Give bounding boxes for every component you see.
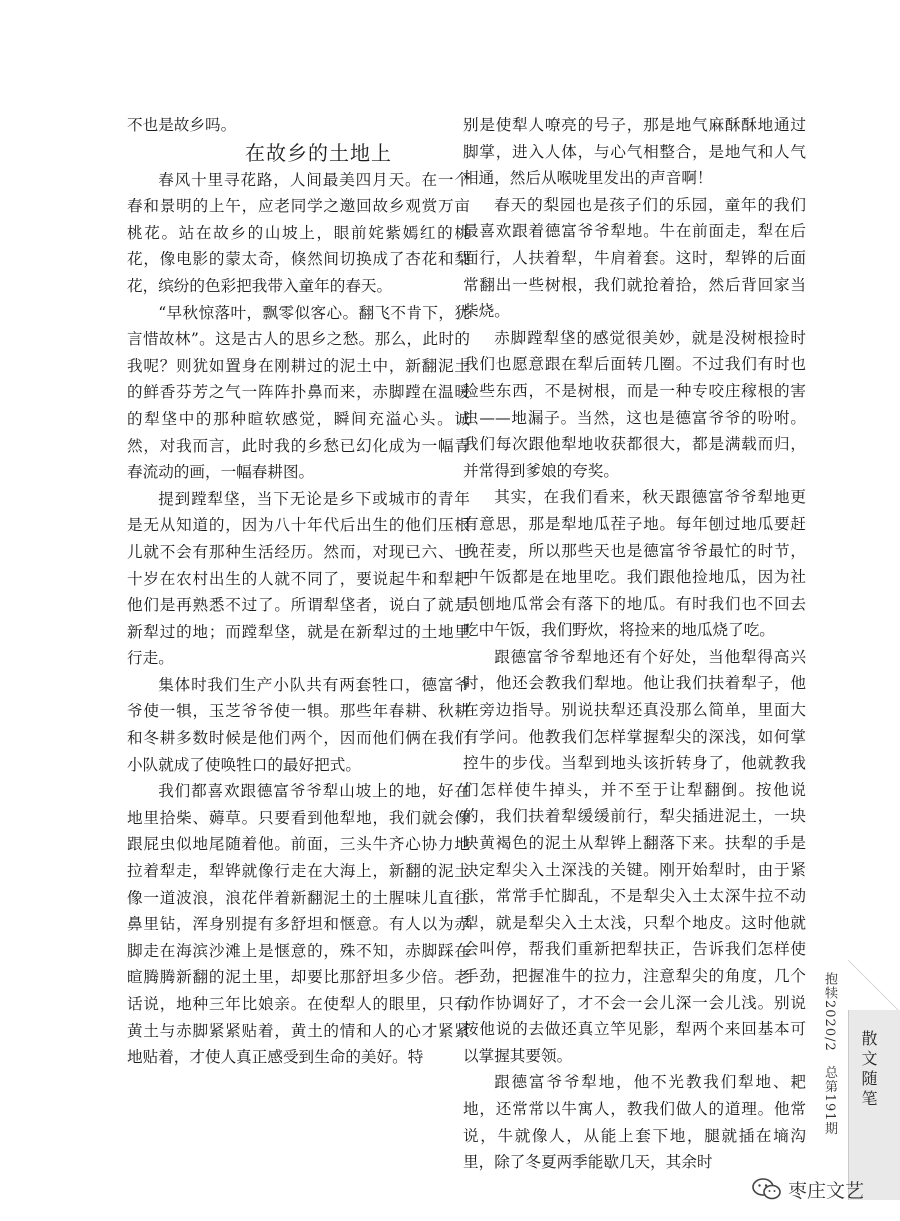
paragraph-continuation: 别是使犁人嘹亮的号子，那是地气麻酥酥地通过脚掌，进入人体，与心气相整合，是地气和人气相通，然后从喉咙里发出的声音啊！: [463, 116, 806, 188]
paragraph: 提到蹚犁垡，当下无论是乡下或城市的青年是无从知道的，因为八十年代后出生的他们压根儿就不会有那种生活经历。然而，对现已六、七十岁在农村出生的人就不同了，要说起牛和犁耙他们是再熟悉不过了。所谓犁垡者，说白了就是新犁过的地；而蹚犁垡，就是在新犁过的土地里行走。: [127, 489, 470, 668]
paragraph: 跟德富爷爷犁地还有个好处，当他犁得高兴时，他还会教我们犁地。他让我们扶着犁子，他在旁边指导。别说扶犁还真没那么简单，里面大有学问。他教我们怎样掌握犁尖的深浅，如何掌控牛的步伐。当犁到地头该折转身了，他就教我们怎样使牛掉头，并不至于让犁翻倒。按他说的，我们扶着犁缓缓前行，犁尖插进泥土，一块块黄褐色的泥土从犁铧上翻落下来。扶犁的手是决定犁尖入土深浅的关键。刚开始犁时，由于紧张，常常手忙脚乱，不是犁尖入土太深牛拉不动犁，就是犁尖入土太浅，只犁个地皮。这时他就会叫停，帮我们重新把犁扶正，告诉我们怎样使手劲，把握准牛的拉力，注意犁尖的角度，几个动作协调好了，才不会一会儿深一会儿浅。别说按他说的去做还真立竿见影，犁两个来回基本可以掌握其要领。: [463, 647, 806, 1065]
leading-line: 不也是故乡吗。: [127, 116, 237, 134]
tab-fold-line: [848, 960, 900, 1012]
issue-info: 抱犊2020/2 总第191期: [822, 972, 837, 1136]
paragraph: 集体时我们生产小队共有两套牲口，德富爷爷使一犋，玉芝爷爷使一犋。那些年春耕、秋耕和冬耕多数时候是他们两个，因而他们俩在我们小队就成了使唤牲口的最好把式。: [127, 675, 470, 774]
paragraph: 赤脚蹚犁垡的感觉很美妙，就是没树根捡时我们也愿意跟在犁后面转几圈。不过我们有时也捡些东西，不是树根，而是一种专咬庄稼根的害虫——地漏子。当然，这也是德富爷爷的吩咐。我们每次跟他犁地收获都很大，都是满载而归，并常得到爹娘的夸奖。: [463, 328, 806, 480]
paragraph: 我们都喜欢跟德富爷爷犁山坡上的地，好在地里拾柴、薅草。只要看到他犁地，我们就会像跟屁虫似地尾随着他。前面，三头牛齐心协力地拉着犁走，犁铧就像行走在大海上，新翻的泥土像一道波浪，浪花伴着新翻泥土的土腥味儿直往鼻里钻，浑身别提有多舒坦和惬意。有人以为赤脚走在海滨沙滩上是惬意的，殊不知，赤脚踩在暄腾腾新翻的泥土里，却要比那舒坦多少倍。老话说，地种三年比娘亲。在使犁人的眼里，只有黄土与赤脚紧紧贴着，黄土的情和人的心才紧紧地贴着，才使人真正感受到生命的美好。特: [127, 782, 470, 1067]
paragraph: “早秋惊落叶，飘零似客心。翻飞不肯下，犹言惜故林”。这是古人的思乡之愁。那么，此时的我呢？则犹如置身在刚耕过的泥土中，新翻泥土的鲜香芬芳之气一阵阵扑鼻而来，赤脚蹚在温暖的犁垡中的那种暄软感觉，瞬间充溢心头。诚然，对我而言，此时我的乡愁已幻化成为一幅青春流动的画，一幅春耕图。: [127, 303, 470, 482]
paragraph: 其实，在我们看来，秋天跟德富爷爷犁地更有意思，那是犁地瓜茬子地。每年刨过地瓜要赶晚茬麦，所以那些天也是德富爷爷最忙的时节，中午饭都是在地里吃。我们跟他捡地瓜，因为社员刨地瓜常会有落下的地瓜。有时我们也不回去吃中午饭，我们野炊，将捡来的地瓜烧了吃。: [463, 488, 806, 640]
article-title: 在故乡的土地上: [245, 140, 392, 165]
left-column: [127, 112, 470, 1071]
watermark: [752, 1172, 864, 1206]
section-tab-label: 散文随笔: [859, 1030, 878, 1110]
right-column: [463, 112, 806, 1176]
paragraph: 跟德富爷爷犁地，他不光教我们犁地、耙地，还常常以牛寓人，教我们做人的道理。他常说，牛就像人，从能上套下地，腿就插在墒沟里，除了冬夏两季能歇几天，其余时: [463, 1073, 806, 1172]
watermark-text: 枣庄文艺: [788, 1179, 865, 1202]
wechat-icon: [752, 1177, 782, 1201]
paragraph: 春天的梨园也是孩子们的乐园，童年的我们最喜欢跟着德富爷爷犁地。牛在前面走，犁在后面行，人扶着犁，牛肩着套。这时，犁铧的后面常翻出一些树根，我们就抢着拾，然后背回家当柴烧。: [463, 195, 806, 321]
paragraph: 春风十里寻花路，人间最美四月天。在一个春和景明的上午，应老同学之邀回故乡观赏万亩桃花。站在故乡的山坡上，眼前姹紫嫣红的桃花，像电影的蒙太奇，倏然间切换成了杏花和梨花，缤纷的色彩把我带入童年的春天。: [127, 170, 470, 295]
